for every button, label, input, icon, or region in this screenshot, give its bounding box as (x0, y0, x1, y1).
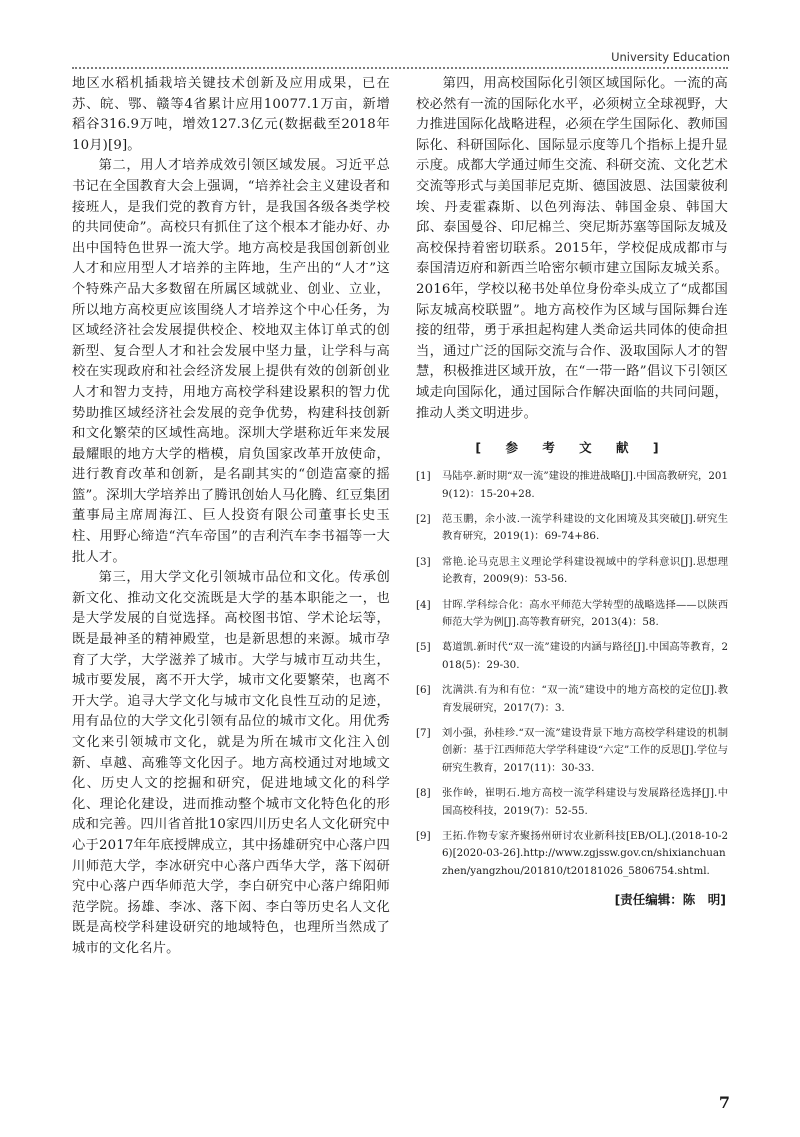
body-paragraph: 地区水稻机插栽培关键技术创新及应用成果，已在苏、皖、鄂、赣等4省累计应用10077.1万亩，新增稻谷316.9万吨，增效127.3亿元(数据截至2018年10月)[9]。 (72, 76, 390, 153)
reference-text: 范玉鹏，余小波.一流学科建设的文化困境及其突破[J].研究生教育研究，2019(1)：69-74+86. (442, 512, 728, 543)
reference-text: 张作岭，崔明石.地方高校一流学科建设与发展路径选择[J].中国高校科技，2019(7)：52-55. (442, 787, 728, 817)
reference-number: [9] (416, 830, 431, 842)
reference-number: [6] (416, 684, 431, 697)
references-heading: [ 参 考 文 献 ] (475, 440, 669, 456)
reference-number: [7] (416, 726, 431, 739)
right-column (416, 74, 728, 908)
reference-number: [8] (416, 787, 431, 800)
left-column (72, 74, 390, 960)
header-dotted-rule (72, 67, 728, 69)
reference-text: 甘晖.学科综合化：高水平师范大学转型的战略选择——以陕西师范大学为例[J].高等教育研究，2013(4)：58. (442, 598, 728, 628)
reference-text: 王拓.作物专家齐聚扬州研讨农业新科技[EB/OL].(2018-10-26)[2020-03-26].http://www.zgjssw.gov.cn/shixianchuanzhen/yangzhou/201810/t20181026_5806754.shtml. (442, 830, 728, 877)
reference-number: [4] (416, 598, 431, 611)
reference-number: [5] (416, 641, 431, 654)
body-paragraph: 第三，用大学文化引领城市品位和文化。传承创新文化、推动文化交流既是大学的基本职能之一，也是大学发展的自觉选择。高校图书馆、学术论坛等，既是最神圣的精神殿堂，也是新思想的来源。城市孕育了大学，大学滋养了城市。大学与城市互动共生，城市要发展，离不开大学，城市文化要繁荣，也离不开大学。追寻大学文化与城市文化良性互动的足迹，用有品位的大学文化引领有品位的城市文化。用优秀文化来引领城市文化，就是为所在城市文化注入创新、卓越、高雅等文化因子。地方高校通过对地域文化、历史人文的挖掘和研究，促进地域文化的科学化、理论化建设，进而推动整个城市文化特色化的形成和完善。四川省首批10家四川历史名人文化研究中心于2017年年底授牌成立，其中扬雄研究中心落户四川师范大学，李冰研究中心落户西华大学，落下闳研究中心落户西华师范大学，李白研究中心落户绵阳师范学院。扬雄、李冰、落下闳、李白等历史名人文化既是高校学科建设研究的地域特色，也理所当然成了城市的文化名片。 (72, 570, 390, 956)
reference-item (416, 639, 728, 674)
responsible-editor: [责任编辑：陈 明] (614, 892, 726, 908)
reference-item (416, 554, 728, 589)
reference-item (416, 725, 728, 777)
reference-item (416, 511, 728, 546)
reference-number: [1] (416, 470, 431, 483)
body-paragraph: 第二，用人才培养成效引领区域发展。习近平总书记在全国教育大会上强调，“培养社会主义建设者和接班人，是我们党的教育方针，是我国各级各类学校的共同使命”。高校只有抓住了这个根本才能办好、办出中国特色世界一流大学。地方高校是我国创新创业人才和应用型人才培养的主阵地，生产出的“人才”这个特殊产品大多数留在所属区域就业、创业、立业，所以地方高校更应该围绕人才培养这个中心任务，为区域经济社会发展提供校企、校地双主体订单式的创新型、复合型人才和社会发展中坚力量，让学科与高校在实现政府和社会经济发展上提供有效的创新创业人才和智力支持，用地方高校学科建设累积的智力优势助推区域经济社会发展的竞争优势，构建科技创新和文化繁荣的区域性高地。深圳大学堪称近年来发展最耀眼的地方大学的楷模，肩负国家改革开放使命，进行教育改革和创新，是名副其实的“创造富豪的摇篮”。深圳大学培养出了腾讯创始人马化腾、红豆集团董事局主席周海江、巨人投资有限公司董事长史玉柱、用野心缔造“汽车帝国”的吉利汽车李书福等一大批人才。 (72, 158, 390, 565)
reference-list (416, 468, 728, 880)
reference-text: 沈满洪.有为和有位：“双一流”建设中的地方高校的定位[J].教育发展研究，2017(7)：3. (442, 684, 728, 714)
page-number: 7 (718, 1093, 730, 1112)
reference-item (416, 682, 728, 717)
reference-item (416, 468, 728, 503)
body-paragraph: 第四，用高校国际化引领区域国际化。一流的高校必然有一流的国际化水平，必须树立全球视野，大力推进国际化战略进程，必须在学生国际化、教师国际化、科研国际化、国际显示度等几个指标上提升显示度。成都大学通过师生交流、科研交流、文化艺术交流等形式与美国菲尼克斯、德国波恩、法国蒙彼利埃、丹麦霍森斯、以色列海法、韩国金泉、韩国大邱、泰国曼谷、印尼棉兰、突尼斯苏塞等国际友城及高校保持着密切联系。2015年，学校促成成都市与泰国清迈府和新西兰哈密尔顿市建立国际友城关系。2016年，学校以秘书处单位身份牵头成立了“成都国际友城高校联盟”。地方高校作为区域与国际舞台连接的纽带，勇于承担起构建人类命运共同体的使命担当，通过广泛的国际交流与合作、汲取国际人才的智慧，积极推进区域开放，在“一带一路”倡议下引领区域走向国际化，通过国际合作解决面临的共同问题，推动人类文明进步。 (416, 76, 728, 421)
reference-item (416, 828, 728, 880)
reference-text: 常艳.论马克思主义理论学科建设视域中的学科意识[J].思想理论教育，2009(9)：53-56. (442, 555, 728, 586)
reference-item (416, 597, 728, 632)
reference-number: [2] (416, 512, 431, 525)
journal-header-title: University Education (611, 50, 730, 64)
reference-text: 葛道凯.新时代“双一流”建设的内涵与路径[J].中国高等教育，2018(5)：29-30. (442, 641, 728, 671)
reference-number: [3] (416, 555, 431, 568)
reference-text: 马陆亭.新时期“双一流”建设的推进战略[J].中国高教研究，2019(12)：15-20+28. (442, 470, 728, 500)
reference-text: 刘小强，孙桂珍.“双一流”建设背景下地方高校学科建设的机制创新：基于江西师范大学学科建设“六定”工作的反思[J].学位与研究生教育，2017(11)：30-33. (442, 726, 728, 774)
reference-item (416, 785, 728, 820)
